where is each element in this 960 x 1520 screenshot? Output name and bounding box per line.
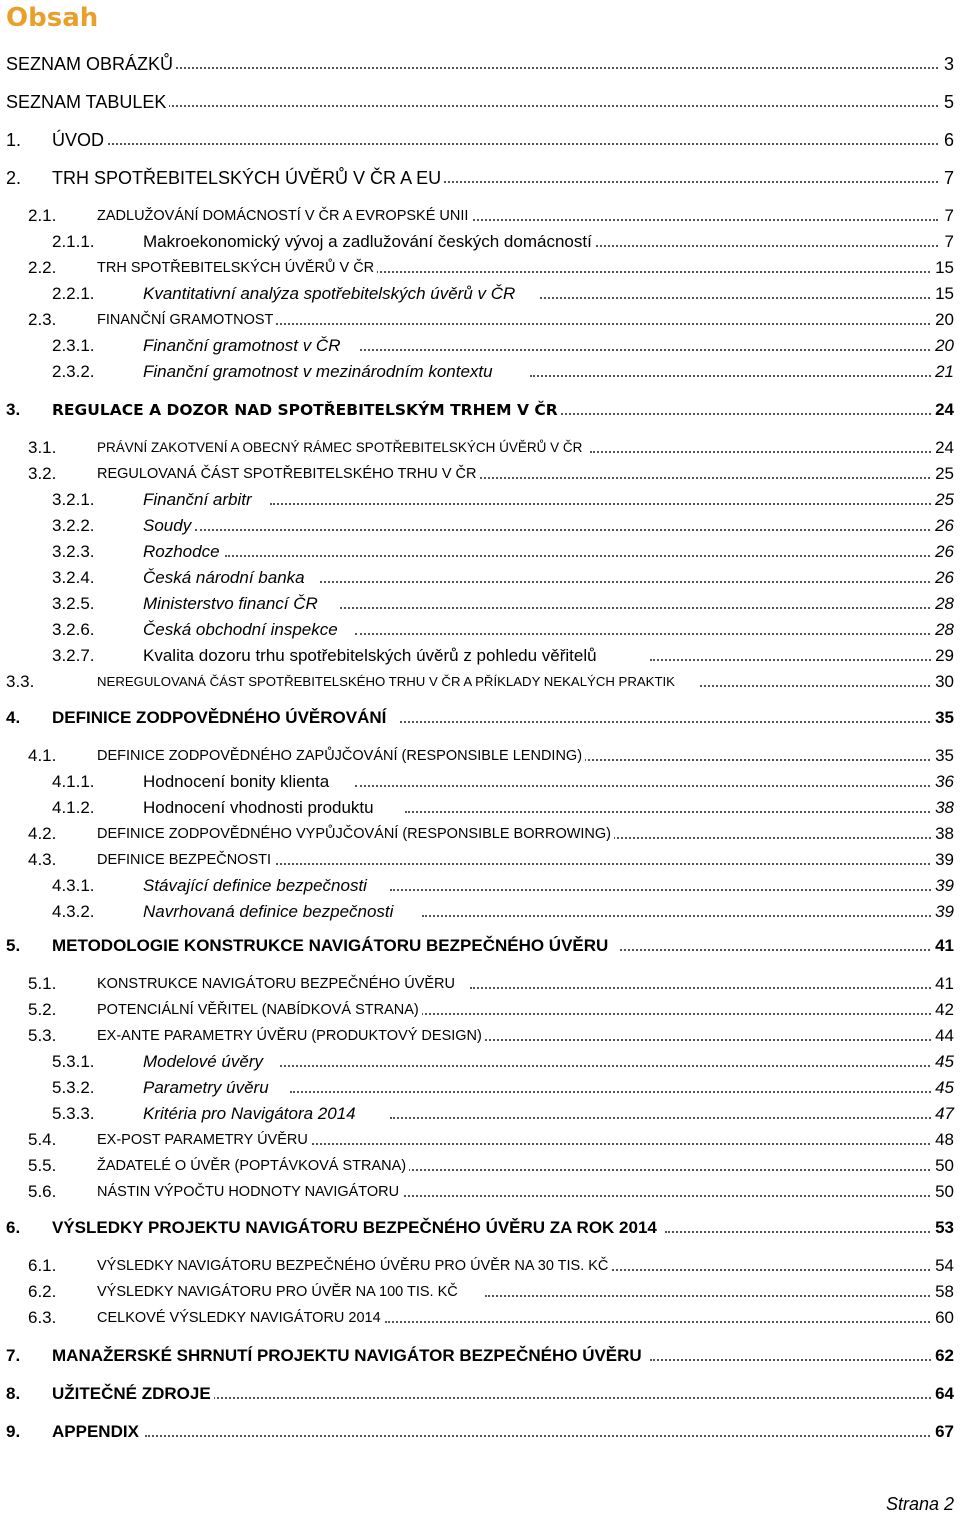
toc-entry-title: METODOLOGIE KONSTRUKCE NAVIGÁTORU BEZPEČNÉHO ÚVĚRU — [52, 934, 611, 958]
toc-entry[interactable] — [0, 436, 960, 460]
toc-entry-title: CELKOVÉ VÝSLEDKY NAVIGÁTORU 2014 — [97, 1306, 384, 1330]
toc-entry[interactable] — [0, 1216, 960, 1240]
page-title: Obsah — [6, 3, 99, 33]
toc-entry-number: 2.3.1. — [52, 336, 95, 355]
leader-dots — [460, 477, 938, 479]
leader-dots — [550, 413, 938, 415]
toc-entry[interactable] — [0, 796, 960, 820]
toc-entry-number: 4.2. — [28, 824, 57, 843]
toc-page-number: 35 — [931, 744, 954, 768]
toc-page-number: 38 — [931, 822, 954, 846]
toc-entry[interactable] — [0, 566, 960, 590]
toc-entry-title: NEREGULOVANÁ ČÁST SPOTŘEBITELSKÉHO TRHU V ČR A PŘÍKLADY NEKALÝCH PRAKTIK — [97, 670, 678, 694]
toc-page-number: 29 — [931, 644, 954, 668]
toc-entry-number: 1. — [6, 130, 22, 150]
toc-entry[interactable] — [0, 90, 960, 114]
leader-dots — [160, 67, 938, 69]
toc-entry-number: 5.2. — [28, 1000, 57, 1019]
leader-dots — [160, 105, 938, 107]
toc-entry-number: 4.3.2. — [52, 902, 95, 921]
toc-entry-number: 9. — [6, 1422, 21, 1441]
toc-page-number: 24 — [931, 398, 954, 422]
toc-page-number: 36 — [931, 770, 954, 794]
toc-page-number: 54 — [931, 1254, 954, 1278]
leader-dots — [385, 1321, 938, 1323]
toc-entry[interactable] — [0, 1306, 960, 1330]
toc-entry-title: UŽITEČNÉ ZDROJE — [52, 1382, 214, 1406]
toc-entry-title: Kritéria pro Navigátora 2014 — [143, 1102, 359, 1126]
leader-dots — [590, 451, 938, 453]
leader-dots — [410, 1013, 938, 1015]
toc-page-number: 58 — [931, 1280, 954, 1304]
toc-page-number: 7 — [941, 230, 954, 254]
toc-entry[interactable] — [0, 1280, 960, 1304]
toc-entry-title: Stávající definice bezpečnosti — [143, 874, 370, 898]
toc-entry[interactable] — [0, 670, 960, 694]
toc-entry-number: 6.1. — [28, 1256, 57, 1275]
toc-page-number: 45 — [931, 1050, 954, 1074]
toc-entry-title: Modelové úvěry — [143, 1050, 266, 1074]
toc-entry-title: REGULACE A DOZOR NAD SPOTŘEBITELSKÝM TRHEM V ČR — [52, 398, 561, 422]
toc-entry-title: SEZNAM TABULEK — [6, 90, 169, 114]
toc-entry-title: NÁSTIN VÝPOČTU HODNOTY NAVIGÁTORU — [97, 1180, 402, 1204]
toc-entry[interactable] — [0, 848, 960, 872]
toc-page-number: 39 — [931, 900, 954, 924]
leader-dots — [530, 375, 938, 377]
toc-page-number: 67 — [931, 1420, 954, 1444]
toc-entry-title: Rozhodce — [143, 540, 223, 564]
leader-dots — [355, 633, 938, 635]
leader-dots — [400, 181, 938, 183]
toc-page-number: 39 — [931, 874, 954, 898]
leader-dots — [485, 1295, 938, 1297]
toc-entry-number: 4.3. — [28, 850, 57, 869]
toc-entry-title: KONSTRUKCE NAVIGÁTORU BEZPEČNÉHO ÚVĚRU — [97, 972, 458, 996]
toc-page-number: 42 — [931, 998, 954, 1022]
leader-dots — [395, 1169, 938, 1171]
leader-dots — [280, 1065, 938, 1067]
toc-entry[interactable] — [0, 1382, 960, 1406]
toc-page-number: 47 — [931, 1102, 954, 1126]
toc-page-number: 28 — [931, 592, 954, 616]
leader-dots — [260, 323, 938, 325]
toc-entry-number: 2.2. — [28, 258, 57, 277]
toc-entry-title: REGULOVANÁ ČÁST SPOTŘEBITELSKÉHO TRHU V ČR — [97, 462, 480, 486]
toc-entry-title: Finanční arbitr — [143, 488, 255, 512]
toc-entry-number: 5.5. — [28, 1156, 57, 1175]
toc-page-number: 41 — [931, 972, 954, 996]
toc-entry[interactable] — [0, 1050, 960, 1074]
toc-page-number: 28 — [931, 618, 954, 642]
toc-entry-title: Česká obchodní inspekce — [143, 618, 341, 642]
toc-entry[interactable] — [0, 540, 960, 564]
toc-entry[interactable] — [0, 972, 960, 996]
toc-entry-number: 3.2.5. — [52, 594, 95, 613]
toc-page-number: 50 — [931, 1180, 954, 1204]
toc-entry-number: 3.2.6. — [52, 620, 95, 639]
toc-entry[interactable] — [0, 1420, 960, 1444]
toc-entry[interactable] — [0, 334, 960, 358]
toc-entry-number: 3.2. — [28, 464, 57, 483]
toc-entry-number: 2.1. — [28, 206, 57, 225]
toc-entry-number: 8. — [6, 1384, 21, 1403]
toc-entry-title: VÝSLEDKY NAVIGÁTORU BEZPEČNÉHO ÚVĚRU PRO ÚVĚR NA 30 TIS. KČ — [97, 1254, 611, 1278]
toc-entry[interactable] — [0, 256, 960, 280]
toc-entry[interactable] — [0, 1154, 960, 1178]
toc-entry[interactable] — [0, 308, 960, 332]
toc-entry-number: 5.3.2. — [52, 1078, 95, 1097]
leader-dots — [620, 949, 938, 951]
toc-entry-number: 2.3. — [28, 310, 57, 329]
leader-dots — [400, 1195, 938, 1197]
toc-entry[interactable] — [0, 874, 960, 898]
toc-entry-number: 3.3. — [6, 672, 35, 691]
leader-dots — [560, 759, 938, 761]
leader-dots — [390, 889, 938, 891]
toc-page-number: 7 — [940, 166, 954, 190]
toc-entry-number: 2.1.1. — [52, 232, 95, 251]
toc-entry-title: ZADLUŽOVÁNÍ DOMÁCNOSTÍ V ČR A EVROPSKÉ UNII — [97, 204, 471, 228]
toc-entry-number: 4.1.2. — [52, 798, 95, 817]
toc-entry-number: 5. — [6, 936, 21, 955]
toc-page-number: 53 — [931, 1216, 954, 1240]
toc-entry-title: Soudy — [143, 514, 194, 538]
toc-entry[interactable] — [0, 52, 960, 76]
toc-page-number: 39 — [931, 848, 954, 872]
toc-page-number: 25 — [931, 488, 954, 512]
toc-entry-number: 3.2.1. — [52, 490, 95, 509]
toc-entry-title: DEFINICE BEZPEČNOSTI — [97, 848, 274, 872]
toc-entry-number: 5.3. — [28, 1026, 57, 1045]
toc-entry-title: Finanční gramotnost v mezinárodním kontextu — [143, 360, 496, 384]
toc-entry[interactable] — [0, 230, 960, 254]
toc-entry[interactable] — [0, 204, 960, 228]
toc-entry-title: DEFINICE ZODPOVĚDNÉHO ZAPŮJČOVÁNÍ (RESPONSIBLE LENDING) — [97, 744, 585, 768]
leader-dots — [390, 1117, 938, 1119]
leader-dots — [355, 785, 938, 787]
toc-entry-title: MANAŽERSKÉ SHRNUTÍ PROJEKTU NAVIGÁTOR BEZPEČNÉHO ÚVĚRU — [52, 1344, 645, 1368]
leader-dots — [470, 987, 938, 989]
leader-dots — [145, 1435, 938, 1437]
toc-entry-title: ÚVOD — [52, 128, 107, 152]
toc-entry[interactable] — [0, 128, 960, 152]
leader-dots — [405, 811, 938, 813]
leader-dots — [650, 659, 938, 661]
toc-entry[interactable] — [0, 934, 960, 958]
leader-dots — [450, 219, 938, 221]
toc-entry-title: Navrhovaná definice bezpečnosti — [143, 900, 396, 924]
toc-page-number: 26 — [931, 566, 954, 590]
toc-entry[interactable] — [0, 282, 960, 306]
toc-entry[interactable] — [0, 1344, 960, 1368]
toc-entry-number: 6.2. — [28, 1282, 57, 1301]
leader-dots — [665, 1231, 938, 1233]
toc-entry-number: 3.2.4. — [52, 568, 95, 587]
toc-entry-title: TRH SPOTŘEBITELSKÝCH ÚVĚRŮ V ČR A EU — [52, 166, 444, 190]
toc-entry-number: 5.3.1. — [52, 1052, 95, 1071]
toc-entry[interactable] — [0, 1180, 960, 1204]
toc-entry-title: APPENDIX — [52, 1420, 142, 1444]
toc-entry-title: SEZNAM OBRÁZKŮ — [6, 52, 176, 76]
leader-dots — [580, 245, 938, 247]
toc-page-number: 3 — [940, 52, 954, 76]
toc-entry-number: 4.1.1. — [52, 772, 95, 791]
toc-entry-number: 5.4. — [28, 1130, 57, 1149]
leader-dots — [305, 1143, 938, 1145]
leader-dots — [340, 271, 938, 273]
toc-page-number: 5 — [940, 90, 954, 114]
toc-page-number: 41 — [931, 934, 954, 958]
toc-entry-title: POTENCIÁLNÍ VĚŘITEL (NABÍDKOVÁ STRANA) — [97, 998, 422, 1022]
toc-page-number: 26 — [931, 514, 954, 538]
toc-entry[interactable] — [0, 1024, 960, 1048]
toc-entry-title: VÝSLEDKY PROJEKTU NAVIGÁTORU BEZPEČNÉHO ÚVĚRU ZA ROK 2014 — [52, 1216, 660, 1240]
leader-dots — [595, 1269, 938, 1271]
toc-entry[interactable] — [0, 1254, 960, 1278]
toc-entry[interactable] — [0, 618, 960, 642]
toc-page-number: 48 — [931, 1128, 954, 1152]
toc-page-number: 15 — [931, 256, 954, 280]
leader-dots — [210, 1397, 938, 1399]
leader-dots — [590, 837, 938, 839]
toc-entry-title: FINANČNÍ GRAMOTNOST — [97, 308, 276, 332]
toc-entry-number: 5.1. — [28, 974, 57, 993]
toc-entry[interactable] — [0, 822, 960, 846]
toc-page-number: 20 — [931, 334, 954, 358]
leader-dots — [360, 349, 938, 351]
toc-entry[interactable] — [0, 592, 960, 616]
toc-entry[interactable] — [0, 644, 960, 668]
toc-entry-title: Hodnocení vhodnosti produktu — [143, 796, 377, 820]
toc-entry-title: Kvalita dozoru trhu spotřebitelských úvěrů z pohledu věřitelů — [143, 644, 600, 668]
toc-entry-number: 2.2.1. — [52, 284, 95, 303]
toc-page-number: 35 — [931, 706, 954, 730]
toc-page-number: 21 — [931, 360, 954, 384]
toc-entry-title: Hodnocení bonity klienta — [143, 770, 332, 794]
toc-entry-title: EX-POST PARAMETRY ÚVĚRU — [97, 1128, 311, 1152]
toc-entry-title: EX-ANTE PARAMETRY ÚVĚRU (PRODUKTOVÝ DESIGN) — [97, 1024, 485, 1048]
toc-entry-number: 3. — [6, 400, 21, 419]
leader-dots — [422, 915, 938, 917]
toc-page-number: 62 — [931, 1344, 954, 1368]
toc-entry[interactable] — [0, 706, 960, 730]
toc-entry-title: Makroekonomický vývoj a zadlužování českých domácností — [143, 230, 595, 254]
toc-page-number: 20 — [931, 308, 954, 332]
toc-page-number: 7 — [941, 204, 954, 228]
toc-entry-number: 5.3.3. — [52, 1104, 95, 1123]
toc-entry-number: 4.1. — [28, 746, 57, 765]
leader-dots — [195, 529, 938, 531]
toc-entry-number: 3.2.7. — [52, 646, 95, 665]
toc-entry-title: VÝSLEDKY NAVIGÁTORU PRO ÚVĚR NA 100 TIS. KČ — [97, 1280, 461, 1304]
toc-entry-title: DEFINICE ZODPOVĚDNÉHO ÚVĚROVÁNÍ — [52, 706, 389, 730]
leader-dots — [270, 503, 938, 505]
toc-entry-title: Kvantitativní analýza spotřebitelských úvěrů v ČR — [143, 282, 518, 306]
toc-entry-number: 4.3.1. — [52, 876, 95, 895]
toc-entry[interactable] — [0, 360, 960, 384]
leader-dots — [100, 143, 938, 145]
toc-entry[interactable] — [0, 1128, 960, 1152]
toc-entry-title: TRH SPOTŘEBITELSKÝCH ÚVĚRŮ V ČR — [97, 256, 377, 280]
toc-page-number: 45 — [931, 1076, 954, 1100]
toc-entry[interactable] — [0, 166, 960, 190]
leader-dots — [700, 685, 938, 687]
toc-entry-title: PRÁVNÍ ZAKOTVENÍ A OBECNÝ RÁMEC SPOTŘEBITELSKÝCH ÚVĚRŮ V ČR — [97, 436, 585, 460]
toc-entry[interactable] — [0, 488, 960, 512]
toc-page-number: 6 — [940, 128, 954, 152]
toc-entry-title: DEFINICE ZODPOVĚDNÉHO VYPŮJČOVÁNÍ (RESPONSIBLE BORROWING) — [97, 822, 614, 846]
toc-entry-title: Parametry úvěru — [143, 1076, 272, 1100]
toc-page-number: 60 — [931, 1306, 954, 1330]
toc-entry[interactable] — [0, 900, 960, 924]
toc-page-number: 15 — [931, 282, 954, 306]
toc-page-number: 25 — [931, 462, 954, 486]
toc-entry[interactable] — [0, 1076, 960, 1100]
page-footer: Strana 2 — [885, 1494, 954, 1514]
leader-dots — [260, 863, 938, 865]
leader-dots — [400, 721, 938, 723]
toc-entry-number: 6. — [6, 1218, 21, 1237]
leader-dots — [540, 297, 938, 299]
toc-entry-title: Finanční gramotnost v ČR — [143, 334, 343, 358]
toc-entry-title: ŽADATELÉ O ÚVĚR (POPTÁVKOVÁ STRANA) — [97, 1154, 409, 1178]
toc-page-number: 26 — [931, 540, 954, 564]
toc-entry-number: 6.3. — [28, 1308, 57, 1327]
toc-entry-number: 5.6. — [28, 1182, 57, 1201]
toc-entry-number: 4. — [6, 708, 21, 727]
toc-entry-number: 3.1. — [28, 438, 57, 457]
leader-dots — [290, 1091, 938, 1093]
toc-page-number: 44 — [931, 1024, 954, 1048]
toc-entry-number: 3.2.3. — [52, 542, 95, 561]
toc-page-number: 50 — [931, 1154, 954, 1178]
leader-dots — [340, 607, 938, 609]
toc-entry[interactable] — [0, 1102, 960, 1126]
toc-entry-number: 2. — [6, 168, 22, 188]
toc-entry[interactable] — [0, 462, 960, 486]
toc-entry[interactable] — [0, 744, 960, 768]
toc-entry-title: Česká národní banka — [143, 566, 308, 590]
leader-dots — [320, 581, 938, 583]
toc-entry[interactable] — [0, 398, 960, 422]
toc-entry-number: 2.3.2. — [52, 362, 95, 381]
toc-entry[interactable] — [0, 998, 960, 1022]
toc-page-number: 24 — [931, 436, 954, 460]
toc-entry-title: Ministerstvo financí ČR — [143, 592, 321, 616]
toc-entry-number: 3.2.2. — [52, 516, 95, 535]
toc-page-number: 38 — [931, 796, 954, 820]
toc-page-number: 30 — [931, 670, 954, 694]
leader-dots — [470, 1039, 938, 1041]
leader-dots — [225, 555, 938, 557]
toc-entry[interactable] — [0, 770, 960, 794]
toc-entry[interactable] — [0, 514, 960, 538]
leader-dots — [650, 1359, 938, 1361]
toc-entry-number: 7. — [6, 1346, 21, 1365]
toc-page-number: 64 — [931, 1382, 954, 1406]
